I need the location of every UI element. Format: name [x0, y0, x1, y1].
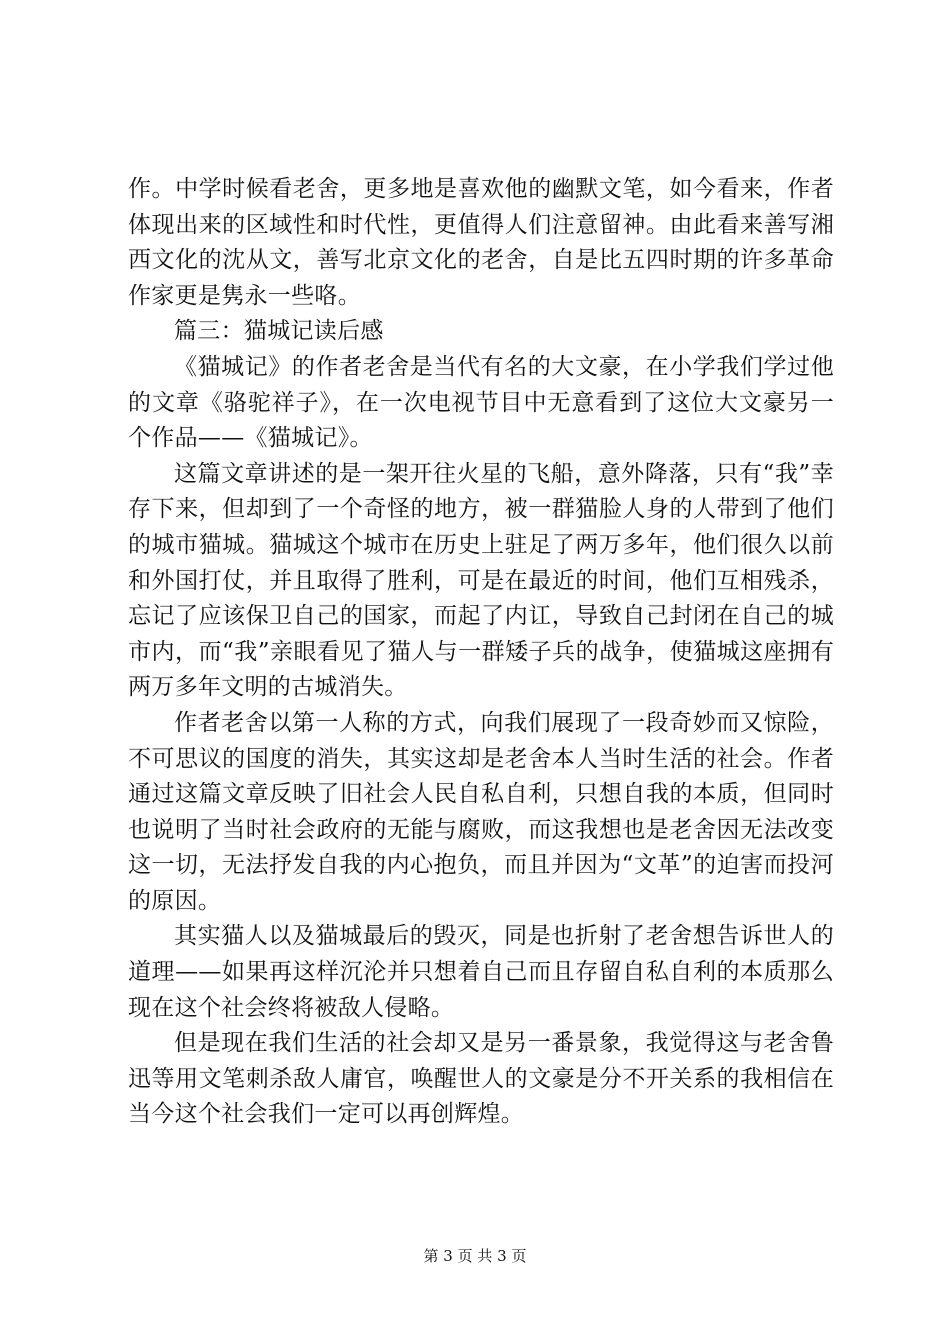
paragraph-1: 作。中学时候看老舍，更多地是喜欢他的幽默文笔，如今看来，作者体现出来的区域性和时代性，更值得人们注意留神。由此看来善写湘西文化的沈从文，善写北京文化的老舍，自是比五四时期的许多革命作家更是隽永一些咯。 — [128, 176, 834, 309]
page-footer — [0, 1246, 950, 1266]
page-number-label: 第 3 页 共 3 页 — [423, 1247, 527, 1265]
paragraph-3: 《猫城记》的作者老舍是当代有名的大文豪，在小学我们学过他的文章《骆驼祥子》，在一次电视节目中无意看到了这位大文豪另一个作品——《猫城记》。 — [128, 353, 834, 452]
section-heading: 篇三：猫城记读后感 — [174, 318, 384, 345]
paragraph-6: 其实猫人以及猫城最后的毁灭，同是也折射了老舍想告诉世人的道理——如果再这样沉沦并只想着自己而且存留自私自利的本质那么现在这个社会终将被敌人侵略。 — [128, 923, 834, 1021]
paragraph-4: 这篇文章讲述的是一架开往火星的飞船，意外降落，只有“我”幸存下来，但却到了一个奇怪的地方，被一群猫脸人身的人带到了他们的城市猫城。猫城这个城市在历史上驻足了两万多年，他们很久以前和外国打仗，并且取得了胜利，可是在最近的时间，他们互相残杀，忘记了应该保卫自己的国家，而起了内讧，导致自己封闭在自己的城市内，而“我”亲眼看见了猫人与一群矮子兵的战争，使猫城这座拥有两万多年文明的古城消失。 — [128, 460, 834, 701]
paragraph-7: 但是现在我们生活的社会却又是另一番景象，我觉得这与老舍鲁迅等用文笔刺杀敌人庸官，唤醒世人的文豪是分不开关系的我相信在当今这个社会我们一定可以再创辉煌。 — [128, 1030, 834, 1128]
document-body — [128, 172, 834, 1133]
paragraph-5: 作者老舍以第一人称的方式，向我们展现了一段奇妙而又惊险，不可思议的国度的消失，其实这却是老舍本人当时生活的社会。作者通过这篇文章反映了旧社会人民自私自利，只想自我的本质，但同时也说明了当时社会政府的无能与腐败，而这我想也是老舍因无法改变这一切，无法抒发自我的内心抱负，而且并因为“文革”的迫害而投河的原因。 — [128, 709, 834, 914]
